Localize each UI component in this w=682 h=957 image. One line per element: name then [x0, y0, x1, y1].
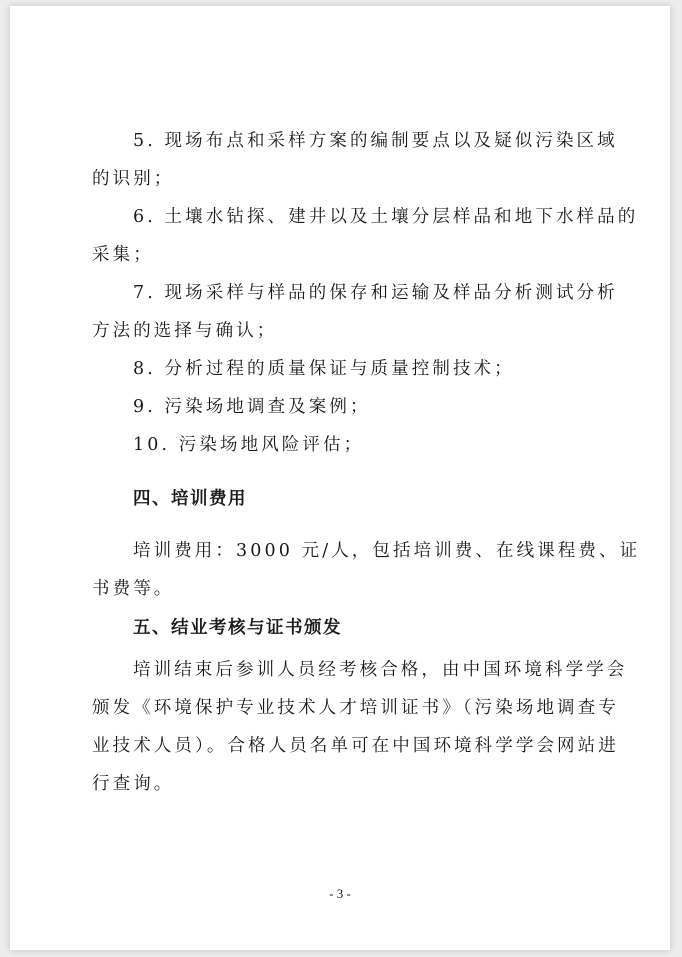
section-4-para-line-1: 培训费用：3000 元/人，包括培训费、在线课程费、证 — [133, 541, 641, 561]
item-9: 9. 污染场地调查及案例； — [133, 397, 371, 417]
item-6-line-2: 采集； — [92, 245, 154, 265]
section-5-para-line-4: 行查询。 — [92, 774, 175, 794]
item-7-line-2: 方法的选择与确认； — [92, 321, 278, 341]
item-10: 10. 污染场地风险评估； — [133, 435, 365, 455]
item-6-line-1: 6. 土壤水钻探、建井以及土壤分层样品和地下水样品的 — [133, 207, 639, 227]
section-4-heading: 四、培训费用 — [133, 489, 247, 509]
item-5-line-2: 的识别； — [92, 169, 175, 189]
section-5-heading: 五、结业考核与证书颁发 — [133, 618, 342, 638]
item-5-line-1: 5. 现场布点和采样方案的编制要点以及疑似污染区域 — [133, 131, 618, 151]
section-5-para-line-2: 颁发《环境保护专业技术人才培训证书》（污染场地调查专 — [92, 698, 619, 718]
section-5-para-line-1: 培训结束后参训人员经考核合格，由中国环境科学学会 — [133, 660, 628, 680]
item-8: 8. 分析过程的质量保证与质量控制技术； — [133, 359, 515, 379]
section-5-para-line-3: 业技术人员）。合格人员名单可在中国环境科学学会网站进 — [92, 736, 619, 756]
section-4-para-line-2: 书费等。 — [92, 579, 175, 599]
page-number: - 3 - — [329, 886, 351, 901]
item-7-line-1: 7. 现场采样与样品的保存和运输及样品分析测试分析 — [133, 283, 618, 303]
document-page — [10, 6, 670, 950]
